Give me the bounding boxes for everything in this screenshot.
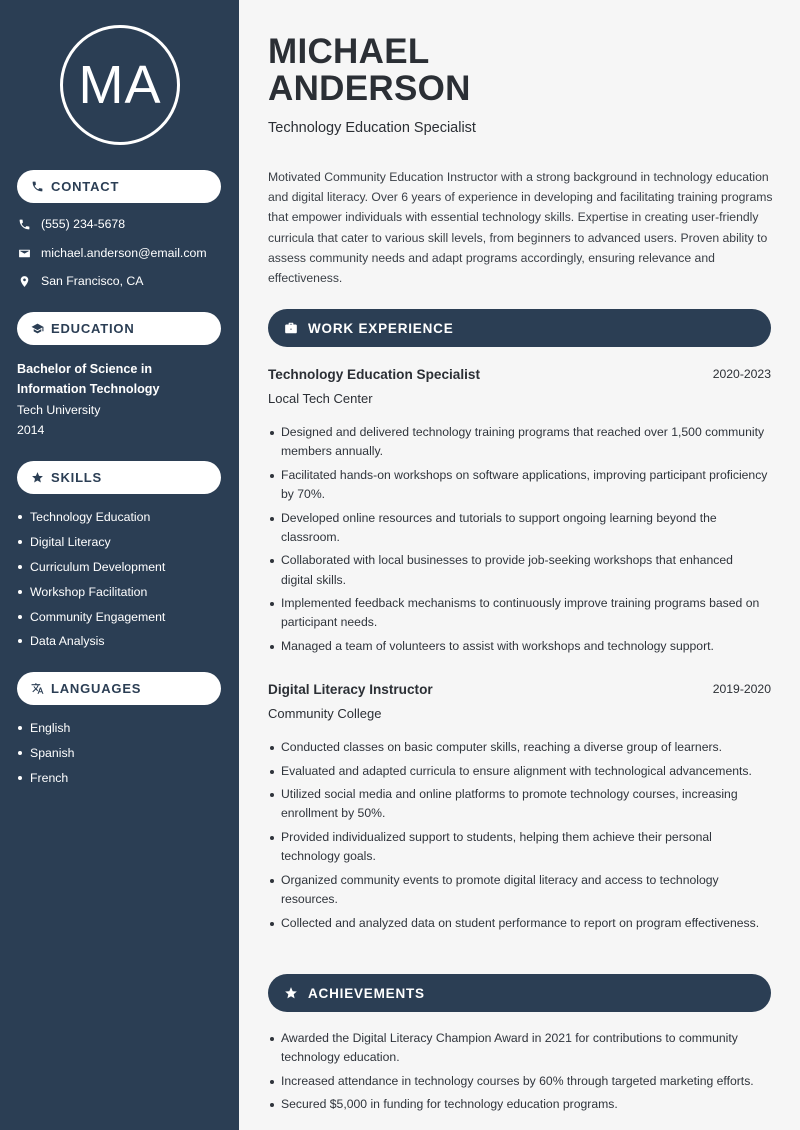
contact-heading-label: CONTACT [51,179,120,194]
contact-email-text: michael.anderson@email.com [41,246,207,260]
achievements-heading-label: ACHIEVEMENTS [308,985,425,1001]
languages-heading [17,672,221,705]
star-icon [284,986,298,1000]
language-item: Spanish [17,744,74,769]
job-title: Digital Literacy Instructor [268,682,433,697]
job-bullet: Evaluated and adapted curricula to ensure alignment with technological advancements. [268,762,768,781]
job-headline: Technology Education Specialist [268,120,476,136]
job-bullets [268,738,768,937]
languages-list [17,719,74,794]
briefcase-icon [284,321,298,335]
work-experience-heading-label: WORK EXPERIENCE [308,320,454,336]
education-heading-label: EDUCATION [51,321,135,336]
job-bullet: Collected and analyzed data on student performance to report on program effectiveness. [268,914,768,933]
skill-item: Data Analysis [17,632,165,657]
star-icon [31,471,44,484]
profile-summary: Motivated Community Education Instructor with a strong background in technology education and digital literacy. Over 6 years of experience in developing and facilitating training programs that empower individuals with essential technology skills. Expertise in creating user-friendly curricula that cater to various skill levels, from beginners to advanced users. Proven ability to assess community needs and adapt programs accordingly, ensuring relevance and effectiveness. [268,170,773,286]
phone-icon [17,217,31,231]
contact-email[interactable] [17,246,207,260]
name-last: ANDERSON [268,69,471,108]
job-dates: 2020-2023 [712,367,771,381]
candidate-name [268,33,471,107]
work-experience-heading [268,309,771,347]
education-school: Tech University [17,403,101,417]
contact-location-text: San Francisco, CA [41,274,144,288]
language-item: French [17,769,74,794]
job-organization: Local Tech Center [268,391,373,406]
sidebar [0,0,239,1130]
education-year: 2014 [17,423,45,437]
achievements-list [268,1029,768,1119]
skills-list [17,508,165,657]
language-item: English [17,719,74,744]
achievements-heading [268,974,771,1012]
job-bullet: Collaborated with local businesses to provide job-seeking workshops that enhanced digital skills. [268,551,768,589]
skills-heading [17,461,221,494]
skill-item: Curriculum Development [17,558,165,583]
avatar-initials: MA [78,55,162,115]
skill-item: Workshop Facilitation [17,583,165,608]
job-bullet: Managed a team of volunteers to assist with workshops and technology support. [268,637,768,656]
job-bullet: Conducted classes on basic computer skills, reaching a diverse group of learners. [268,738,768,757]
skills-heading-label: SKILLS [51,470,103,485]
skill-item: Technology Education [17,508,165,533]
name-first: MICHAEL [268,32,430,71]
avatar [60,25,180,145]
skill-item: Digital Literacy [17,533,165,558]
job-bullet: Organized community events to promote digital literacy and access to technology resources. [268,871,768,909]
education-degree: Bachelor of Science in Information Technology [17,362,160,396]
graduation-cap-icon [31,322,44,335]
job-bullets [268,423,768,661]
achievement-item: Increased attendance in technology courses by 60% through targeted marketing efforts. [268,1072,768,1091]
translate-icon [31,682,44,695]
contact-phone [17,217,125,231]
job-bullet: Implemented feedback mechanisms to continuously improve training programs based on participant needs. [268,594,768,632]
job-title: Technology Education Specialist [268,367,480,382]
contact-phone-text: (555) 234-5678 [41,217,126,231]
map-pin-icon [17,274,31,288]
skill-item: Community Engagement [17,608,165,633]
job-bullet: Facilitated hands-on workshops on software applications, improving participant proficiency by 70%. [268,466,768,504]
languages-heading-label: LANGUAGES [51,681,142,696]
contact-heading [17,170,221,203]
job-bullet: Utilized social media and online platforms to promote technology courses, increasing enrollment by 50%. [268,785,768,823]
job-organization: Community College [268,706,382,721]
achievement-item: Awarded the Digital Literacy Champion Award in 2021 for contributions to community technology education. [268,1029,768,1067]
contact-location [17,274,144,288]
job-bullet: Provided individualized support to students, helping them achieve their personal technology goals. [268,828,768,866]
education-heading [17,312,221,345]
achievement-item: Secured $5,000 in funding for technology education programs. [268,1095,768,1114]
job-bullet: Designed and delivered technology training programs that reached over 1,500 community members annually. [268,423,768,461]
phone-icon [31,180,44,193]
job-bullet: Developed online resources and tutorials to support ongoing learning beyond the classroom. [268,509,768,547]
job-dates: 2019-2020 [712,682,771,696]
envelope-icon [17,246,31,260]
